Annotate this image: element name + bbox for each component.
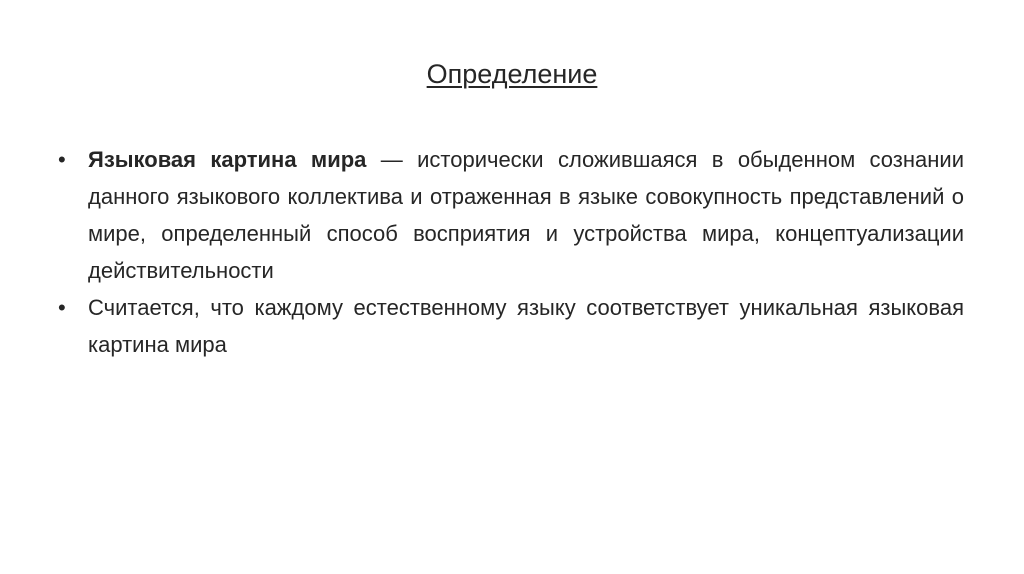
bullet-item-definition — [58, 141, 964, 289]
defined-term: Языковая картина мира — [88, 147, 367, 172]
bullet-dot-icon: • — [58, 295, 66, 320]
bullet-list — [58, 141, 964, 363]
bullet-dot-icon: • — [58, 147, 66, 172]
statement-text: Считается, что каждому естественному языку соответствует уникальная языковая картина мира — [88, 295, 964, 357]
bullet-item-statement — [58, 289, 964, 363]
slide-title: Определение — [426, 59, 598, 89]
definition-text: — исторически сложившаяся в обыденном сознании данного языкового коллектива и отраженная в языке совокупность представлений о мире, определенный способ восприятия и устройства мира, концептуализации действительности — [88, 147, 964, 283]
